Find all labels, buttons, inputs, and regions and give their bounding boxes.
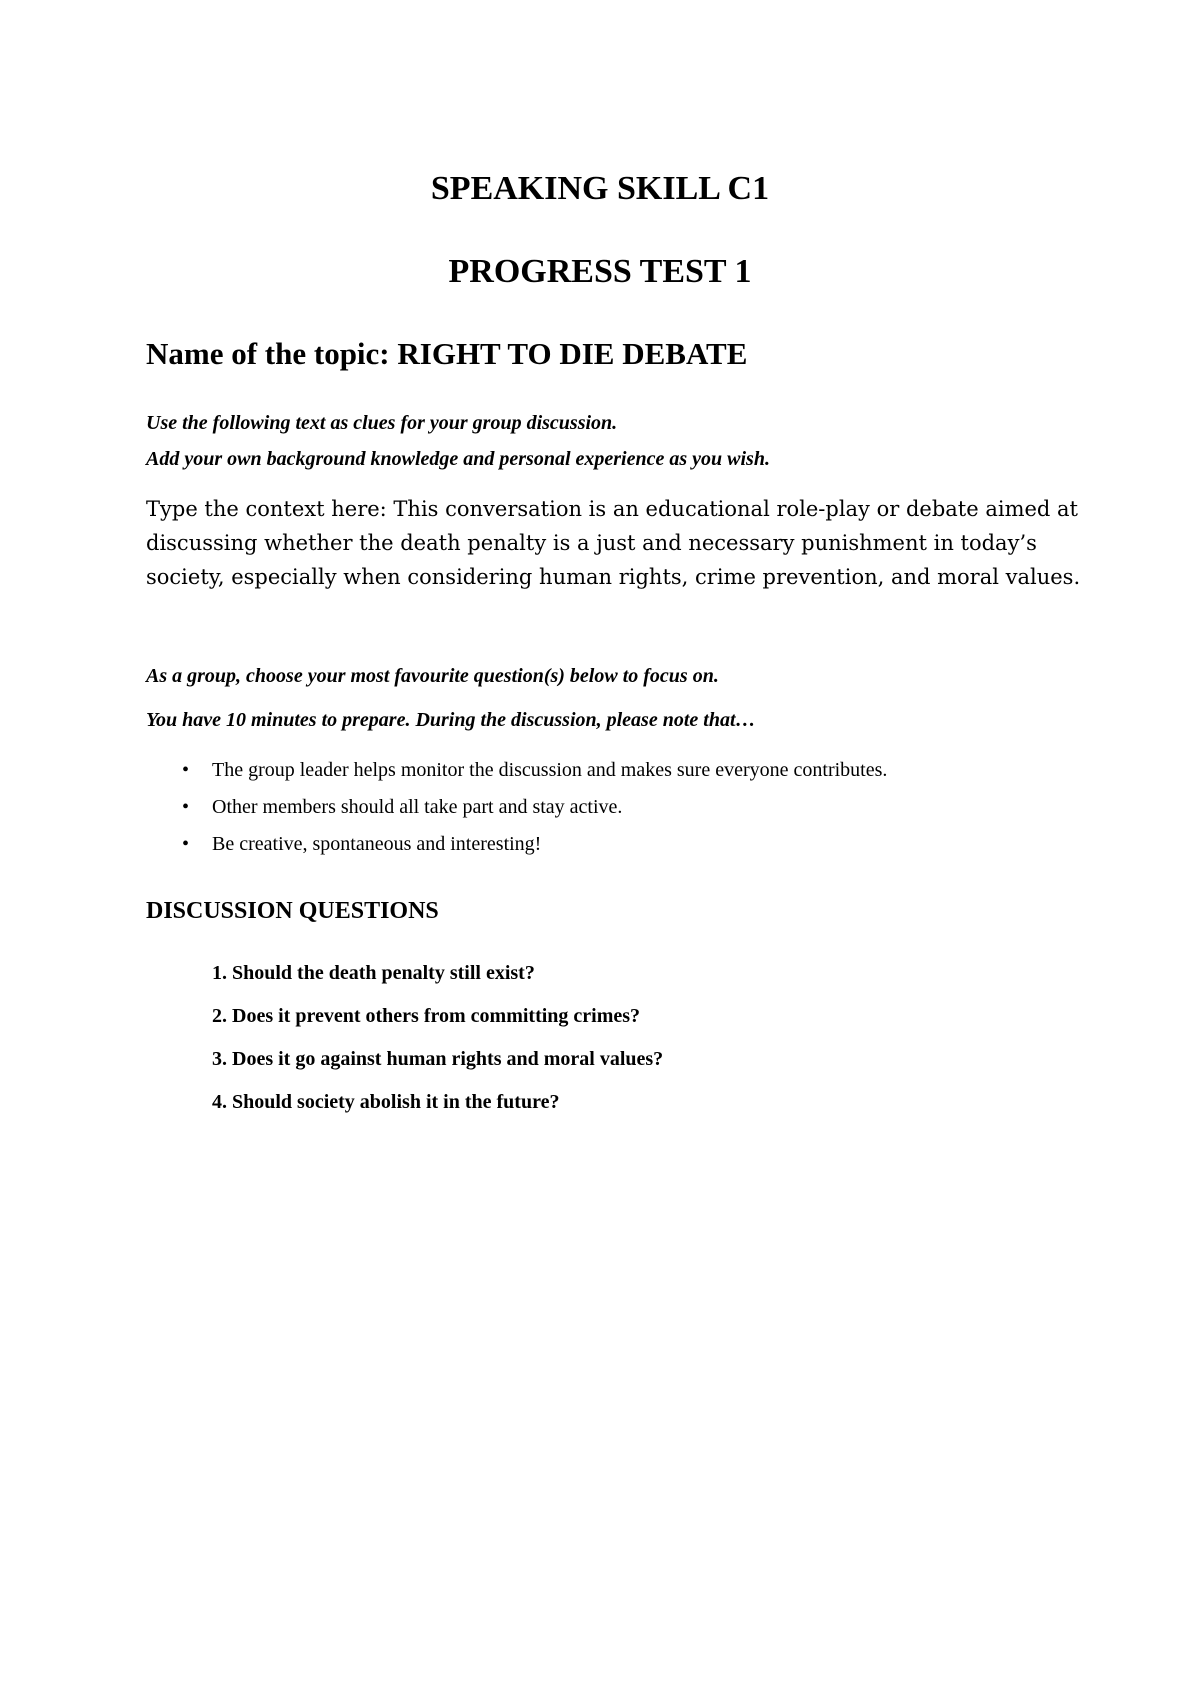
page-title: SPEAKING SKILL C1 <box>430 170 770 207</box>
bullet-icon: • <box>182 833 190 855</box>
instructions <box>146 405 770 477</box>
list-item <box>180 789 887 826</box>
question-item: 2. Does it prevent others from committing crimes? <box>212 1005 641 1027</box>
tip-text: Other members should all take part and stay active. <box>212 796 623 818</box>
group-note: As a group, choose your most favourite question(s) below to focus on. <box>146 665 719 687</box>
list-item <box>180 752 887 789</box>
instruction-line: Add your own background knowledge and personal experience as you wish. <box>146 448 770 470</box>
tip-text: The group leader helps monitor the discussion and makes sure everyone contributes. <box>212 759 888 781</box>
page-subtitle: PROGRESS TEST 1 <box>448 253 752 290</box>
topic-heading: Name of the topic: RIGHT TO DIE DEBATE <box>146 336 748 371</box>
list-item <box>180 826 887 863</box>
bullet-icon: • <box>182 759 190 781</box>
context-paragraph: Type the context here: This conversation is an educational role-play or debate aimed at discussing whether the death penalty is a just and necessary punishment in today’s society, especially when considering human rights, crime prevention, and moral values. <box>146 497 1081 589</box>
group-note: You have 10 minutes to prepare. During the discussion, please note that… <box>146 709 756 731</box>
bullet-icon: • <box>182 796 190 818</box>
instruction-line: Use the following text as clues for your group discussion. <box>146 412 618 434</box>
question-item: 4. Should society abolish it in the future? <box>212 1091 560 1113</box>
questions-list <box>212 952 663 1124</box>
questions-heading: DISCUSSION QUESTIONS <box>146 898 439 924</box>
tips-list <box>180 752 887 863</box>
question-item: 1. Should the death penalty still exist? <box>212 962 535 984</box>
question-item: 3. Does it go against human rights and moral values? <box>212 1048 664 1070</box>
tip-text: Be creative, spontaneous and interesting! <box>212 833 542 855</box>
